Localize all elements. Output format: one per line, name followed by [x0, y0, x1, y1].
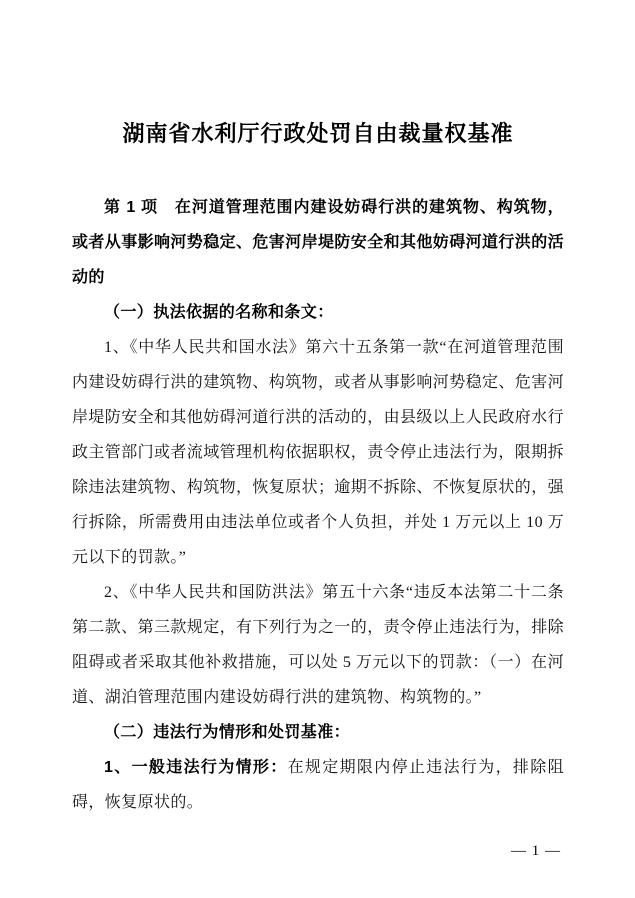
item-1-heading: 第 1 项 在河道管理范围内建设妨碍行洪的建筑物、构筑物，或者从事影响河势稳定、危害河岸堤防安全和其他妨碍河道行洪的活动的	[72, 199, 565, 286]
page-number: — 1 —	[511, 843, 561, 859]
general-violation-text: 在规定期限内停止违法行为，排除阻碍，恢复原状的。	[72, 759, 564, 811]
clause-water-law: 1、《中华人民共和国水法》第六十五条第一款“在河道管理范围内建设妨碍行洪的建筑物、构筑物，或者从事影响河势稳定、危害河岸堤防安全和其他妨碍河道行洪的活动的，由县级以上人民政府水行政主管部门或者流域管理机构依据职权，责令停止违法行为，限期拆除违法建筑物、构筑物，恢复原状；逾期不拆除、不恢复原状的，强行拆除，所需费用由违法单位或者个人负担，并处 1 万元以上 10 万元以下的罚款。”	[72, 339, 565, 566]
general-violation-label: 1、一般违法行为情形：	[104, 759, 288, 776]
general-violation-paragraph	[72, 750, 564, 820]
document-title: 湖南省水利厅行政处罚自由裁量权基准	[122, 121, 514, 146]
clause-flood-control-law: 2、《中华人民共和国防洪法》第五十六条“违反本法第二十二条第二款、第三款规定，有下列行为之一的，责令停止违法行为，排除阻碍或者采取其他补救措施，可以处 5 万元以下的罚款：（一）在河道、湖泊管理范围内建设妨碍行洪的建筑物、构筑物的。”	[72, 584, 565, 706]
section-1-heading: （一）执法依据的名称和条文：	[104, 304, 334, 321]
section-2-heading: （二）违法行为情形和处罚基准：	[104, 724, 351, 741]
